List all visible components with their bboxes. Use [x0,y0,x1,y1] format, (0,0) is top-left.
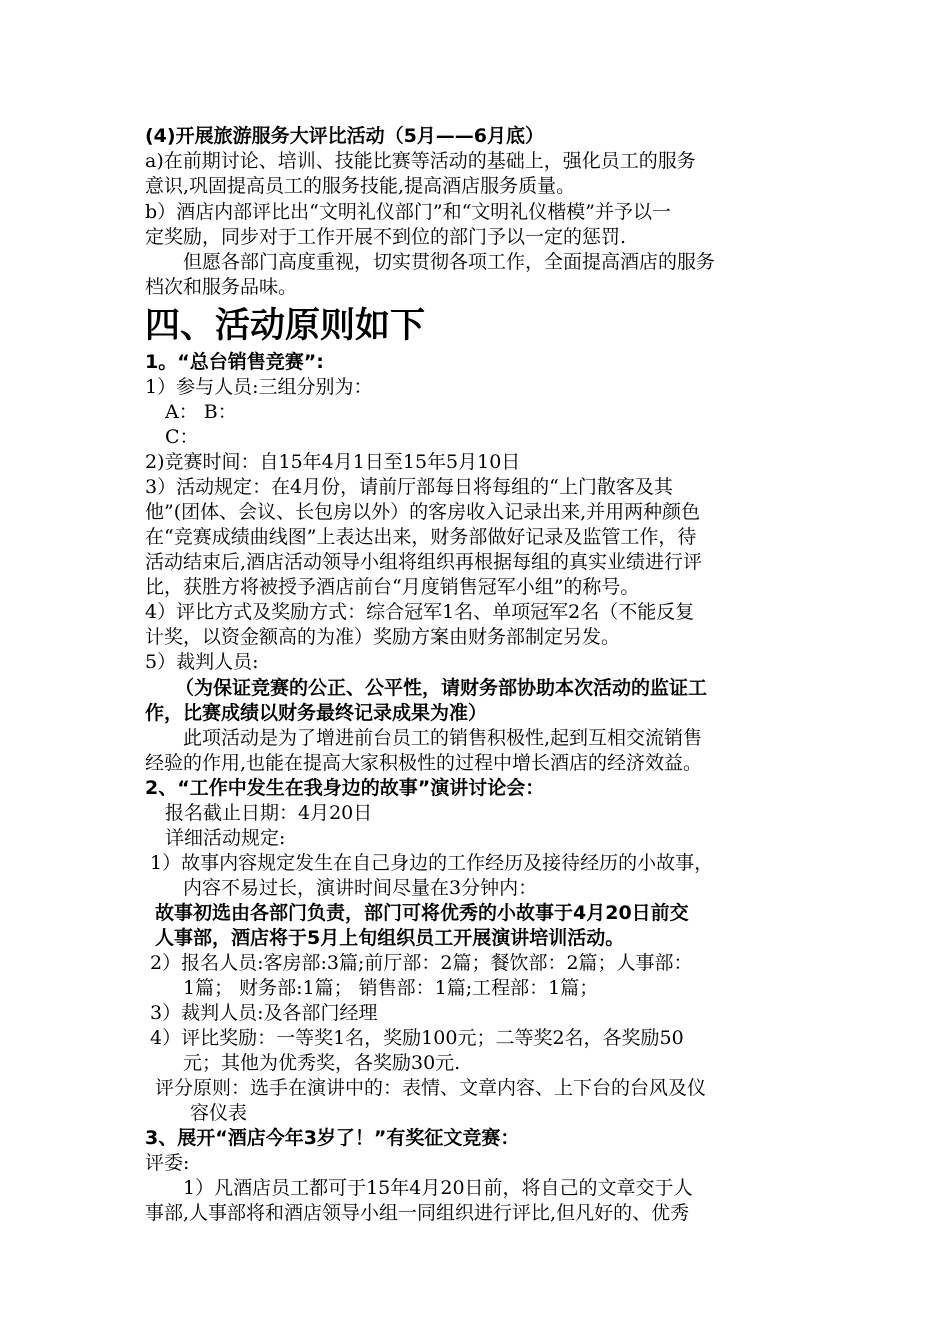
paragraph-line: 1）故事内容规定发生在自己身边的工作经历及接待经历的小故事， [150,852,714,874]
paragraph-line: 计奖，以资金额高的为准）奖励方案由财务部制定另发。 [145,626,621,648]
paragraph-line: a)在前期讨论、培训、技能比赛等活动的基础上，强化员工的服务 [145,150,696,172]
item-1-title: 1。“总台销售竞赛”: [145,351,324,373]
paragraph-line: 定奖励，同步对于工作开展不到位的部门予以一定的惩罚. [145,226,627,248]
paragraph-line: 比，获胜方将被授予酒店前台“月度销售冠军小组”的称号。 [145,576,640,598]
paragraph-line: 档次和服务品味。 [145,276,298,298]
paragraph-line: 3）活动规定：在4月份，请前厅部每日将每组的“上门散客及其 [145,476,673,498]
paragraph-line: A： B： [165,401,237,423]
paragraph-line: 容仪表 [190,1102,248,1124]
emphasis-line: 作，比赛成绩以财务最终记录成果为准） [145,702,488,724]
item-3-title: 3、展开“酒店今年3岁了！”有奖征文竞赛： [145,1127,520,1149]
item-2-title: 2、“工作中发生在我身边的故事”演讲讨论会： [145,777,545,799]
paragraph-line: 1）凡酒店员工都可于15年4月20日前，将自己的文章交于人 [183,1177,693,1199]
emphasis-line: 故事初选由各部门负责，部门可将优秀的小故事于4月20日前交 [155,902,689,924]
paragraph-line: C： [165,426,199,448]
emphasis-line: （为保证竞赛的公正、公平性，请财务部协助本次活动的监证工 [175,677,708,699]
paragraph-line: 活动结束后,酒店活动领导小组将组织再根据每组的真实业绩进行评 [145,551,703,573]
section-4-title: (4)开展旅游服务大评比活动（5月——6月底） [145,125,545,147]
paragraph-line: 2)竞赛时间：自15年4月1日至15年5月10日 [145,451,521,473]
paragraph-line: 报名截止日期：4月20日 [165,802,373,824]
section-heading: 四、活动原则如下 [145,306,426,346]
paragraph-line: 他”(团体、会议、长包房以外）的客房收入记录出来,并用两种颜色 [145,501,701,523]
paragraph-line: 4）评比奖励：一等奖1名，奖励100元；二等奖2名，各奖励50 [150,1027,684,1049]
paragraph-line: 意识,巩固提高员工的服务技能,提高酒店服务质量。 [145,175,576,197]
paragraph-line: 1篇； 财务部:1篇； 销售部：1篇;工程部：1篇； [183,977,599,999]
emphasis-line: 人事部，酒店将于5月上旬组织员工开展演讲培训活动。 [155,927,625,949]
paragraph-line: 4）评比方式及奖励方式：综合冠军1名、单项冠军2名（不能反复 [145,601,695,623]
paragraph-line: 3）裁判人员:及各部门经理 [150,1002,378,1024]
paragraph-line: 详细活动规定: [165,827,286,849]
paragraph-line: 事部,人事部将和酒店领导小组一同组织进行评比,但凡好的、优秀 [145,1202,690,1224]
paragraph-line: 5）裁判人员: [145,651,259,673]
paragraph-line: 但愿各部门高度重视，切实贯彻各项工作，全面提高酒店的服务 [183,251,716,273]
paragraph-line: 内容不易过长，演讲时间尽量在3分钟内： [183,877,538,899]
paragraph-line: 评分原则：选手在演讲中的：表情、文章内容、上下台的台风及仪 [155,1077,707,1099]
paragraph-line: 经验的作用,也能在提高大家积极性的过程中增长酒店的经济效益。 [145,752,703,774]
paragraph-line: 在“竞赛成绩曲线图”上表达出来，财务部做好记录及监管工作，待 [145,526,697,548]
paragraph-line: 评委: [145,1152,190,1174]
paragraph-line: b）酒店内部评比出“文明礼仪部门”和“文明礼仪楷模”并予以一 [145,201,672,223]
paragraph-line: 2）报名人员:客房部:3篇;前厅部：2篇；餐饮部：2篇；人事部： [150,952,693,974]
paragraph-line: 1）参与人员:三组分别为： [145,376,373,398]
paragraph-line: 元；其他为优秀奖，各奖励30元. [183,1052,461,1074]
paragraph-line: 此项活动是为了增进前台员工的销售积极性,起到互相交流销售 [183,727,703,749]
